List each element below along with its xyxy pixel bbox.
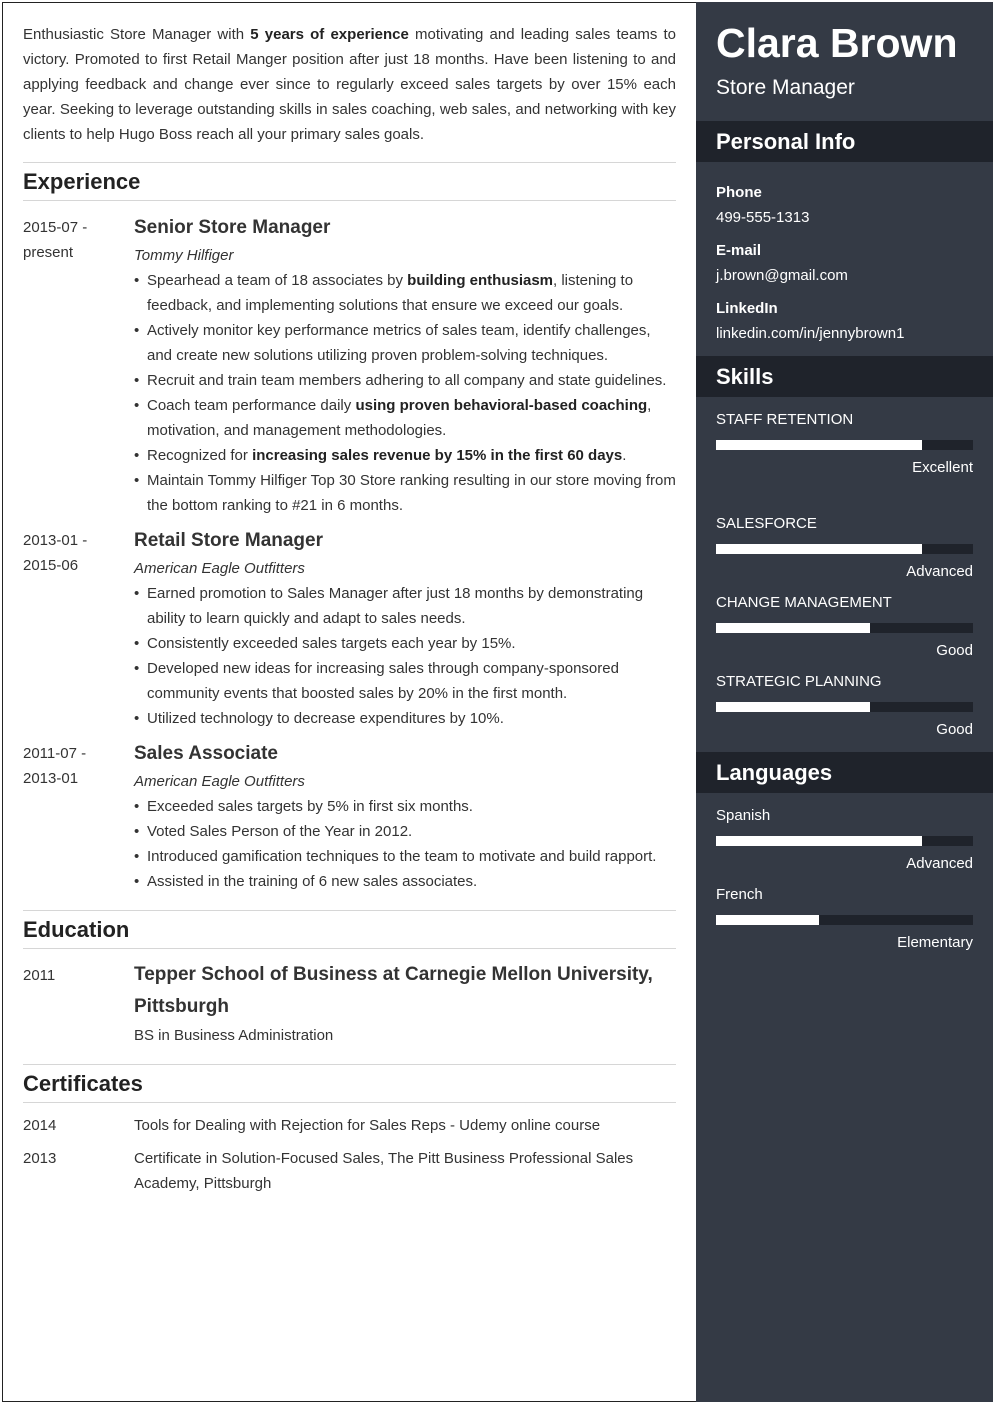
experience-entry [23,741,676,894]
skill-item [716,669,973,742]
skill-item [716,407,973,480]
experience-date: 2013-01 - 2015-06 [23,532,88,574]
phone-value[interactable]: 499-555-1313 [716,209,810,226]
language-level-fill [716,836,922,846]
job-bullets [134,581,676,731]
language-level-bar [716,836,973,846]
skill-name: STRATEGIC PLANNING [716,673,882,690]
skill-level-bar [716,623,973,633]
experience-date: 2011-07 - 2013-01 [23,745,87,787]
company-name: Tommy Hilfiger [134,247,234,264]
list-item: • Introduced gamification techniques to the team to motivate and build rapport. [134,844,676,869]
personal-info-heading: Personal Info [696,121,993,162]
certificate-text: Tools for Dealing with Rejection for Sales Reps - Udemy online course [134,1117,601,1134]
skill-level-bar [716,544,973,554]
skill-level-fill [716,702,870,712]
language-level-fill [716,915,819,925]
profile-header [696,2,993,103]
list-item: • Exceeded sales targets by 5% in first six months. [134,794,676,819]
skill-level-label: Excellent [912,459,973,476]
experience-section [23,162,676,894]
experience-list [23,215,676,894]
linkedin-link[interactable]: linkedin.com/in/jennybrown1 [716,325,905,342]
education-section [23,910,676,1048]
language-level-label: Elementary [897,934,973,951]
email-label: E-mail [716,242,762,259]
job-bullets [134,268,676,518]
languages-list [696,793,993,965]
education-year: 2011 [23,967,56,984]
certificate-entry [23,1146,676,1196]
summary: Enthusiastic Store Manager with 5 years of experience motivating and leading sales teams to victory. Promoted to first Retail Manger position after just 18 months. Have been listening to and applying feedback and change ever since to regularly exceed sales targets by over 15% each year. Seeking to leverage outstanding skills in sales coaching, web sales, and networking with key clients to help Hugo Boss reach all your primary sales goals. [23,26,676,143]
list-item: • Utilized technology to decrease expenditures by 10%. [134,706,676,731]
certificates-heading: Certificates [23,1064,676,1103]
job-title: Senior Store Manager [134,217,331,238]
list-item: • Coach team performance daily using proven behavioral-based coaching, motivation, and management methodologies. [134,393,676,443]
skills-heading: Skills [696,356,993,397]
experience-entry [23,215,676,518]
job-title: Sales Associate [134,743,278,764]
skill-name: STAFF RETENTION [716,411,854,428]
experience-entry [23,528,676,731]
skills-list [696,397,993,752]
profile-title: Store Manager [716,76,855,99]
language-name: French [716,886,763,903]
experience-heading: Experience [23,162,676,201]
list-item: • Recognized for increasing sales revenue by 15% in the first 60 days. [134,443,676,468]
education-degree: BS in Business Administration [134,1027,334,1044]
skill-level-label: Good [936,721,973,738]
job-title: Retail Store Manager [134,530,323,551]
skill-level-bar [716,702,973,712]
certificate-year: 2014 [23,1117,57,1134]
company-name: American Eagle Outfitters [134,773,305,790]
languages-heading: Languages [696,752,993,793]
experience-date: 2015-07 - present [23,219,88,261]
personal-info [696,162,993,354]
skill-level-bar [716,440,973,450]
skill-level-fill [716,440,922,450]
language-level-bar [716,915,973,925]
list-item: • Earned promotion to Sales Manager after just 18 months by demonstrating ability to learn quickly and adapt to sales needs. [134,581,676,631]
language-level-label: Advanced [906,855,973,872]
list-item: • Recruit and train team members adhering to all company and state guidelines. [134,368,676,393]
certificates-list [23,1113,676,1196]
skill-level-label: Advanced [906,563,973,580]
job-bullets [134,794,676,894]
company-name: American Eagle Outfitters [134,560,305,577]
list-item: • Consistently exceeded sales targets each year by 15%. [134,631,676,656]
list-item: • Assisted in the training of 6 new sales associates. [134,869,676,894]
education-entry [23,963,676,1048]
certificate-text: Certificate in Solution-Focused Sales, The Pitt Business Professional Sales Academy, Pittsburgh [134,1150,634,1192]
list-item: • Spearhead a team of 18 associates by building enthusiasm, listening to feedback, and implementing solutions that ensure we exceed our goals. [134,268,676,318]
main-column [23,22,676,1196]
education-heading: Education [23,910,676,949]
certificate-entry [23,1113,676,1138]
list-item: • Actively monitor key performance metrics of sales team, identify challenges, and create new solutions utilizing proven problem-solving techniques. [134,318,676,368]
skill-level-label: Good [936,642,973,659]
skill-item [716,590,973,663]
sidebar [696,2,993,1402]
skill-name: SALESFORCE [716,515,817,532]
skill-level-fill [716,544,922,554]
list-item: • Maintain Tommy Hilfiger Top 30 Store ranking resulting in our store moving from the bottom ranking to #21 in 6 months. [134,468,676,518]
phone-label: Phone [716,184,762,201]
list-item: • Voted Sales Person of the Year in 2012. [134,819,676,844]
linkedin-label: LinkedIn [716,300,778,317]
language-name: Spanish [716,807,771,824]
skill-item [716,511,973,584]
language-item [716,803,973,876]
certificate-year: 2013 [23,1150,57,1167]
education-school: Tepper School of Business at Carnegie Mellon University, Pittsburgh [134,964,653,1017]
profile-name: Clara Brown [716,20,958,66]
list-item: • Developed new ideas for increasing sales through company-sponsored community events that boosted sales by 20% in the first month. [134,656,676,706]
email-value[interactable]: j.brown@gmail.com [716,267,848,284]
skill-name: CHANGE MANAGEMENT [716,594,892,611]
certificates-section [23,1064,676,1196]
language-item [716,882,973,955]
skill-level-fill [716,623,870,633]
